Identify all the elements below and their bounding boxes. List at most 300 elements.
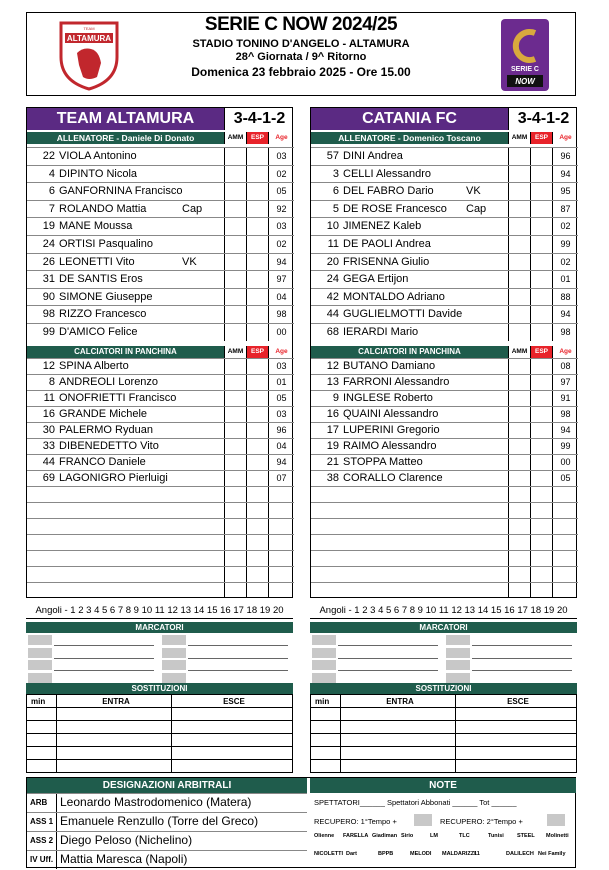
esp-cell <box>246 503 268 518</box>
sub-in-cell <box>57 721 172 734</box>
amm-cell <box>224 391 246 406</box>
player-age: 97 <box>552 375 578 390</box>
scorer-minute-box <box>28 660 52 670</box>
player-age: 97 <box>268 271 294 288</box>
sub-in-cell <box>57 747 172 760</box>
age-cell <box>552 519 578 534</box>
player-age: 92 <box>268 201 294 218</box>
amm-cell <box>224 201 246 218</box>
esp-cell <box>530 218 552 235</box>
home-corners: Angoli - 1 2 3 4 5 6 7 8 9 10 11 12 13 14 15 16 17 18 19 20 <box>26 605 293 619</box>
player-name: CORALLO Clarence <box>343 472 443 484</box>
recovery-first-box <box>414 814 432 826</box>
sponsor-logo: MALDARIZZI <box>442 851 476 857</box>
bench-row <box>311 390 578 406</box>
player-age: 02 <box>552 218 578 235</box>
esp-cell <box>246 567 268 582</box>
starter-row <box>311 165 578 183</box>
amm-cell <box>508 567 530 582</box>
sub-row <box>311 708 577 721</box>
official-role: ASS 2 <box>27 832 57 850</box>
age-cell <box>268 583 294 598</box>
player-age: 98 <box>552 324 578 341</box>
esp-cell <box>246 324 268 341</box>
sub-row <box>311 747 577 760</box>
age-header: Age <box>268 132 294 144</box>
player-number: 21 <box>326 456 339 468</box>
player-role: Cap <box>466 202 487 215</box>
player-age: 02 <box>268 236 294 253</box>
scorer-row <box>26 647 293 660</box>
scorer-minute-box <box>162 648 186 658</box>
player-name: VIOLA Antonino <box>59 150 137 162</box>
esp-cell <box>530 359 552 374</box>
player-number: 99 <box>42 325 55 338</box>
sub-in-cell <box>341 734 456 747</box>
bench-row <box>27 454 294 470</box>
esp-cell <box>246 183 268 200</box>
player-number: 69 <box>42 472 55 484</box>
sponsor-logo: Olienne <box>314 833 335 839</box>
sub-min-cell <box>27 747 57 760</box>
player-name: ANDREOLI Lorenzo <box>59 376 159 388</box>
starter-row <box>27 147 294 165</box>
amm-cell <box>508 583 530 598</box>
bench-row <box>311 534 578 550</box>
amm-cell <box>508 148 530 165</box>
amm-cell <box>508 166 530 183</box>
player-number: 6 <box>48 185 55 198</box>
sub-min-cell <box>27 760 57 773</box>
player-name: DE ROSE Francesco <box>343 202 447 215</box>
age-cell <box>268 503 294 518</box>
esp-cell <box>246 439 268 454</box>
recovery-first-half: RECUPERO: 1°Tempo + <box>314 817 397 826</box>
bench-row <box>27 374 294 390</box>
away-team-sheet <box>310 107 577 598</box>
amm-cell <box>224 439 246 454</box>
starter-row <box>311 200 578 218</box>
recovery-second-half: RECUPERO: 2°Tempo + <box>440 817 523 826</box>
age-header: Age <box>552 132 578 144</box>
scorer-minute-box <box>28 635 52 645</box>
sub-out-header: ESCE <box>172 695 293 708</box>
scorer-minute-box <box>28 673 52 683</box>
esp-cell <box>530 583 552 598</box>
player-name: GANFORNINA Francisco <box>59 185 183 198</box>
amm-cell <box>224 166 246 183</box>
sub-min-header: min <box>27 695 57 708</box>
esp-cell <box>530 289 552 306</box>
official-name: Leonardo Mastrodomenico (Matera) <box>60 795 252 809</box>
player-number: 24 <box>326 273 339 286</box>
age-header: Age <box>268 346 294 358</box>
esp-cell <box>530 236 552 253</box>
home-team-name: TEAM ALTAMURA <box>27 108 224 130</box>
sponsor-logo: Giadiman <box>372 833 398 839</box>
bench-row <box>27 566 294 582</box>
away-scorers-header: MARCATORI <box>310 622 577 633</box>
player-name: LAGONIGRO Pierluigi <box>59 472 168 484</box>
amm-cell <box>224 324 246 341</box>
home-formation: 3-4-1-2 <box>224 108 294 130</box>
age-cell <box>268 567 294 582</box>
scorer-row <box>26 634 293 647</box>
amm-cell <box>224 236 246 253</box>
scorer-row <box>26 659 293 672</box>
serie-c-now-logo <box>501 19 549 91</box>
player-number: 44 <box>42 456 55 468</box>
player-role: Cap <box>182 202 203 215</box>
age-header: Age <box>552 346 578 358</box>
bench-row <box>27 486 294 502</box>
esp-cell <box>246 391 268 406</box>
amm-header: AMM <box>224 346 246 358</box>
player-number: 12 <box>326 360 339 372</box>
player-name: DIBENEDETTO Vito <box>59 440 159 452</box>
sub-row <box>27 760 293 773</box>
away-bench <box>311 358 578 598</box>
starter-row <box>27 288 294 306</box>
starter-row <box>27 270 294 288</box>
official-role: IV Uff. <box>27 851 57 869</box>
away-coach: ALLENATORE - Domenico Toscano <box>311 132 508 144</box>
stadium-name: STADIO TONINO D'ANGELO - ALTAMURA <box>192 38 410 50</box>
sub-min-header: min <box>311 695 341 708</box>
player-age: 94 <box>268 254 294 271</box>
amm-cell <box>224 487 246 502</box>
player-age: 05 <box>268 391 294 406</box>
sub-in-cell <box>341 721 456 734</box>
esp-cell <box>246 375 268 390</box>
amm-cell <box>224 271 246 288</box>
away-scorers <box>310 634 577 684</box>
sponsor-logo: BPPB <box>378 851 394 857</box>
sub-out-cell <box>456 747 577 760</box>
amm-cell <box>508 439 530 454</box>
player-name: ONOFRIETTI Francisco <box>59 392 177 404</box>
player-name: JIMENEZ Kaleb <box>343 220 422 233</box>
scorer-minute-box <box>446 648 470 658</box>
home-subs-header: SOSTITUZIONI <box>26 683 293 694</box>
sub-min-cell <box>311 721 341 734</box>
esp-cell <box>530 455 552 470</box>
esp-cell <box>530 166 552 183</box>
bench-row <box>27 502 294 518</box>
player-number: 16 <box>42 408 55 420</box>
away-bench-header <box>311 346 578 358</box>
esp-cell <box>246 254 268 271</box>
player-number: 13 <box>326 376 339 388</box>
esp-cell <box>246 471 268 486</box>
official-row <box>27 831 307 850</box>
amm-cell <box>224 306 246 323</box>
player-name: DE PAOLI Andrea <box>343 237 431 250</box>
player-number: 17 <box>326 424 339 436</box>
amm-cell <box>224 218 246 235</box>
player-name: QUAINI Alessandro <box>343 408 439 420</box>
esp-cell <box>246 166 268 183</box>
esp-cell <box>530 439 552 454</box>
scorer-minute-box <box>28 648 52 658</box>
esp-cell <box>530 271 552 288</box>
amm-cell <box>508 535 530 550</box>
player-age: 03 <box>268 148 294 165</box>
amm-cell <box>224 455 246 470</box>
player-number: 33 <box>42 440 55 452</box>
player-number: 19 <box>326 440 339 452</box>
player-number: 44 <box>326 308 339 321</box>
player-name: MANE Moussa <box>59 220 133 233</box>
player-number: 20 <box>326 255 339 268</box>
starter-row <box>311 235 578 253</box>
starter-row <box>311 147 578 165</box>
esp-cell <box>246 201 268 218</box>
age-cell <box>552 583 578 598</box>
sub-row <box>27 708 293 721</box>
player-age: 99 <box>552 236 578 253</box>
amm-cell <box>224 423 246 438</box>
away-subs-header: SOSTITUZIONI <box>310 683 577 694</box>
player-age: 03 <box>268 218 294 235</box>
amm-cell <box>224 254 246 271</box>
amm-cell <box>508 254 530 271</box>
esp-cell <box>246 519 268 534</box>
esp-cell <box>530 519 552 534</box>
sponsor-logo: LM <box>430 833 438 839</box>
home-bench <box>27 358 294 598</box>
esp-cell <box>246 271 268 288</box>
away-team-name: CATANIA FC <box>311 108 508 130</box>
player-name: BUTANO Damiano <box>343 360 436 372</box>
esp-header: ESP <box>246 132 268 144</box>
sub-min-cell <box>311 708 341 721</box>
esp-cell <box>530 254 552 271</box>
player-number: 98 <box>42 308 55 321</box>
sponsor-logo: Dart <box>346 851 358 857</box>
bench-row <box>27 550 294 566</box>
player-name: MONTALDO Adriano <box>343 290 445 303</box>
player-number: 30 <box>42 424 55 436</box>
sponsor-logo: FARELLA <box>343 833 369 839</box>
player-name: SPINA Alberto <box>59 360 129 372</box>
player-number: 38 <box>326 472 339 484</box>
player-number: 3 <box>332 167 339 180</box>
esp-cell <box>246 551 268 566</box>
starter-row <box>311 288 578 306</box>
player-number: 5 <box>332 202 339 215</box>
sub-in-cell <box>341 760 456 773</box>
amm-header: AMM <box>508 346 530 358</box>
starter-row <box>27 235 294 253</box>
official-row <box>27 793 307 812</box>
officials-header: DESIGNAZIONI ARBITRALI <box>27 778 307 793</box>
esp-cell <box>246 423 268 438</box>
player-number: 12 <box>42 360 55 372</box>
home-coach: ALLENATORE - Daniele Di Donato <box>27 132 224 144</box>
esp-cell <box>246 236 268 253</box>
player-name: DIPINTO Nicola <box>59 167 138 180</box>
esp-cell <box>530 423 552 438</box>
player-age: 01 <box>268 375 294 390</box>
player-name: CELLI Alessandro <box>343 167 432 180</box>
sponsor-logos <box>314 831 576 867</box>
player-age: 07 <box>268 471 294 486</box>
player-age: 96 <box>552 148 578 165</box>
bench-row <box>311 502 578 518</box>
player-name: LUPERINI Gregorio <box>343 424 440 436</box>
player-number: 22 <box>42 150 55 162</box>
svg-text:NOW: NOW <box>515 77 535 86</box>
player-age: 94 <box>552 166 578 183</box>
age-cell <box>268 535 294 550</box>
official-role: ARB <box>27 794 57 812</box>
sub-out-cell <box>456 734 577 747</box>
amm-cell <box>508 551 530 566</box>
amm-cell <box>508 455 530 470</box>
home-team-sheet <box>26 107 293 598</box>
player-age: 02 <box>268 166 294 183</box>
amm-cell <box>508 375 530 390</box>
starter-row <box>311 253 578 271</box>
player-name: PALERMO Ryduan <box>59 424 153 436</box>
away-corners: Angoli - 1 2 3 4 5 6 7 8 9 10 11 12 13 14 15 16 17 18 19 20 <box>310 605 577 619</box>
player-name: GEGA Ertijon <box>343 273 409 286</box>
player-number: 11 <box>43 392 55 404</box>
sponsor-logo: STEEL <box>517 833 535 839</box>
scorer-minute-box <box>162 635 186 645</box>
amm-cell <box>508 423 530 438</box>
player-name: FRANCO Daniele <box>59 456 146 468</box>
amm-cell <box>508 289 530 306</box>
official-name: Mattia Maresca (Napoli) <box>60 852 188 866</box>
esp-cell <box>530 407 552 422</box>
amm-cell <box>508 324 530 341</box>
sub-in-cell <box>341 708 456 721</box>
player-name: RAIMO Alessandro <box>343 440 437 452</box>
player-age: 00 <box>552 455 578 470</box>
bench-row <box>311 518 578 534</box>
home-bench-header <box>27 346 294 358</box>
starter-row <box>27 323 294 341</box>
scorer-minute-box <box>162 660 186 670</box>
player-number: 31 <box>42 273 55 286</box>
player-name: IERARDI Mario <box>343 325 419 338</box>
player-age: 03 <box>268 359 294 374</box>
esp-header: ESP <box>530 132 552 144</box>
player-name: GUGLIELMOTTI Davide <box>343 308 463 321</box>
player-age: 91 <box>552 391 578 406</box>
esp-cell <box>530 148 552 165</box>
svg-text:SERIE C: SERIE C <box>510 66 540 73</box>
amm-cell <box>508 218 530 235</box>
sub-row <box>311 721 577 734</box>
sub-row <box>311 760 577 773</box>
amm-cell <box>224 375 246 390</box>
esp-cell <box>246 306 268 323</box>
recovery-second-box <box>547 814 565 826</box>
sub-in-header: ENTRA <box>57 695 172 708</box>
age-cell <box>268 487 294 502</box>
amm-cell <box>224 289 246 306</box>
player-name: LEONETTI Vito <box>59 255 135 268</box>
scorer-minute-box <box>312 635 336 645</box>
sub-out-cell <box>172 760 293 773</box>
age-cell <box>552 503 578 518</box>
bench-row <box>27 518 294 534</box>
player-age: 94 <box>268 455 294 470</box>
away-starters <box>311 147 578 341</box>
player-age: 96 <box>268 423 294 438</box>
sub-in-cell <box>57 708 172 721</box>
sub-out-cell <box>172 708 293 721</box>
player-number: 6 <box>332 185 339 198</box>
age-cell <box>268 551 294 566</box>
esp-cell <box>246 218 268 235</box>
bench-row <box>27 582 294 598</box>
esp-cell <box>246 289 268 306</box>
amm-cell <box>508 271 530 288</box>
player-number: 57 <box>326 150 339 162</box>
bench-row <box>311 582 578 598</box>
amm-header: AMM <box>224 132 246 144</box>
sponsor-logo: TLC <box>459 833 470 839</box>
sub-out-cell <box>456 708 577 721</box>
scorer-row <box>310 634 577 647</box>
scorer-minute-box <box>312 673 336 683</box>
starter-row <box>27 200 294 218</box>
bench-row <box>311 454 578 470</box>
bench-label: CALCIATORI IN PANCHINA <box>311 346 508 358</box>
sponsor-logo: MELODI <box>410 851 432 857</box>
player-name: STOPPA Matteo <box>343 456 423 468</box>
player-number: 19 <box>42 220 55 233</box>
bench-row <box>27 358 294 374</box>
amm-cell <box>508 236 530 253</box>
sub-min-cell <box>311 747 341 760</box>
player-age: 87 <box>552 201 578 218</box>
sub-min-cell <box>27 708 57 721</box>
starter-row <box>311 305 578 323</box>
home-starters <box>27 147 294 341</box>
player-age: 04 <box>268 439 294 454</box>
player-age: 05 <box>552 471 578 486</box>
age-cell <box>268 519 294 534</box>
sub-min-cell <box>27 734 57 747</box>
amm-cell <box>224 471 246 486</box>
page-title: SERIE C NOW 2024/25 <box>204 14 398 35</box>
esp-cell <box>530 535 552 550</box>
sub-in-cell <box>57 734 172 747</box>
bench-row <box>27 406 294 422</box>
svg-text:ALTAMURA: ALTAMURA <box>66 34 112 43</box>
bench-row <box>311 422 578 438</box>
sub-row <box>311 734 577 747</box>
sponsor-logo: Molinetti <box>546 833 569 839</box>
amm-cell <box>508 359 530 374</box>
age-cell <box>552 487 578 502</box>
sub-in-cell <box>57 760 172 773</box>
player-age: 98 <box>552 407 578 422</box>
amm-cell <box>508 183 530 200</box>
player-name: D'AMICO Felice <box>59 325 138 338</box>
player-role: VK <box>182 255 197 268</box>
player-age: 00 <box>268 324 294 341</box>
bench-label: CALCIATORI IN PANCHINA <box>27 346 224 358</box>
official-name: Diego Peloso (Nichelino) <box>60 833 193 847</box>
esp-cell <box>246 148 268 165</box>
player-number: 26 <box>42 255 55 268</box>
